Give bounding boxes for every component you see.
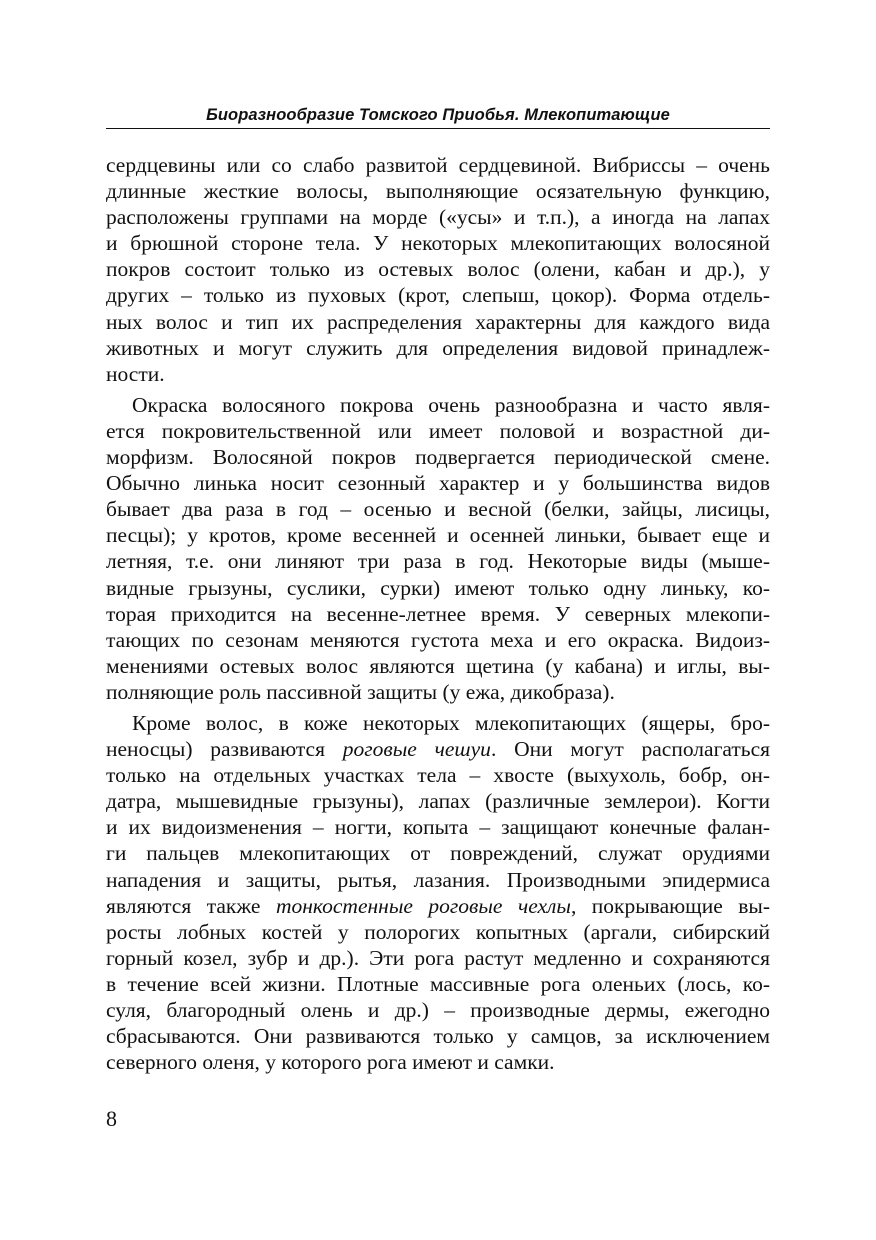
text-line: и их видоизменения – ногти, копыта – защищают конечные фалан-: [106, 815, 770, 840]
text-line: животных и могут служить для определения видовой принадлеж-: [106, 335, 770, 360]
text-line: ных волос и тип их распределения характерны для каждого вида: [106, 309, 770, 334]
paragraph-vibrissae: [106, 152, 770, 387]
text-line: датра, мышевидные грызуны), лапах (различные землерои). Когти: [106, 789, 770, 814]
text-line: менениями остевых волос являются щетина (у кабана) и иглы, вы-: [106, 653, 770, 678]
text-line: покров состоит только из остевых волос (олени, кабан и др.), у: [106, 257, 770, 282]
text-line: сердцевины или со слабо развитой сердцевиной. Вибриссы – очень: [106, 153, 770, 177]
text-line: торая приходится на весенне-летнее время. У северных млекопи-: [106, 601, 770, 626]
text-line: северного оленя, у которого рога имеют и самки.: [106, 1050, 555, 1075]
header-rule: [106, 128, 770, 129]
text-line: и брюшной стороне тела. У некоторых млекопитающих волосяной: [106, 231, 770, 256]
body-text: [106, 152, 770, 1075]
text-line: летняя, т.е. они линяют три раза в год. Некоторые виды (мыше-: [106, 549, 770, 574]
text-line: видные грызуны, суслики, сурки) имеют только одну линьку, ко-: [106, 575, 770, 600]
text-line: бывает два раза в год – осенью и весной (белки, зайцы, лисицы,: [106, 497, 770, 522]
text-fragment: неносцы) развиваются: [106, 737, 343, 762]
text-line-with-term: [106, 893, 770, 919]
text-fragment: , покрывающие вы-: [570, 893, 771, 918]
text-line: росты лобных костей у полорогих копытных (аргали, сибирский: [106, 919, 770, 944]
text-line: горный козел, зубр и др.). Эти рога растут медленно и сохраняются: [106, 945, 770, 970]
text-line: Обычно линька носит сезонный характер и у большинства видов: [106, 471, 770, 496]
text-line: только на отдельных участках тела – хвосте (выхухоль, бобр, он-: [106, 763, 770, 788]
paragraph-fur-coloration: [106, 392, 770, 705]
text-line: Кроме волос, в коже некоторых млекопитающих (ящеры, бро-: [132, 710, 770, 735]
paragraph-horn-scales: [106, 710, 770, 1075]
text-line: морфизм. Волосяной покров подвергается периодической смене.: [106, 445, 770, 470]
text-line: ги пальцев млекопитающих от повреждений, служат орудиями: [106, 841, 770, 866]
running-header: Биоразнообразие Томского Приобья. Млекопитающие: [206, 106, 670, 124]
text-line: нападения и защиты, рытья, лазания. Производными эпидермиса: [106, 867, 770, 892]
text-line: длинные жесткие волосы, выполняющие осязательную функцию,: [106, 179, 770, 204]
text-line: сбрасываются. Они развиваются только у самцов, за исключением: [106, 1024, 770, 1049]
text-line: Окраска волосяного покрова очень разнообразна и часто явля-: [132, 392, 770, 417]
italic-term-horny-scales: роговые чешуи: [342, 737, 491, 762]
italic-term-horn-sheaths: тонкостенные роговые чехлы: [275, 893, 571, 918]
text-line: полняющие роль пассивной защиты (у ежа, дикобраза).: [106, 679, 615, 704]
text-line-with-term: [106, 736, 770, 762]
text-line: суля, благородный олень и др.) – производные дермы, ежегодно: [106, 998, 770, 1022]
text-line: песцы); у кротов, кроме весенней и осенней линьки, бывает еще и: [106, 523, 770, 548]
text-line: ности.: [106, 361, 165, 386]
text-line: расположены группами на морде («усы» и т.п.), а иногда на лапах: [106, 205, 770, 230]
text-line: тающих по сезонам меняются густота меха и его окраска. Видоиз-: [106, 627, 770, 652]
text-fragment: являются также: [106, 893, 276, 918]
text-line: ется покровительственной или имеет половой и возрастной ди-: [106, 418, 770, 443]
page-number: 8: [106, 1106, 117, 1131]
text-line: других – только из пуховых (крот, слепыш, цокор). Форма отдель-: [106, 283, 770, 308]
text-line: в течение всей жизни. Плотные массивные рога оленьих (лось, ко-: [106, 971, 770, 996]
text-fragment: . Они могут располагаться: [490, 737, 770, 762]
